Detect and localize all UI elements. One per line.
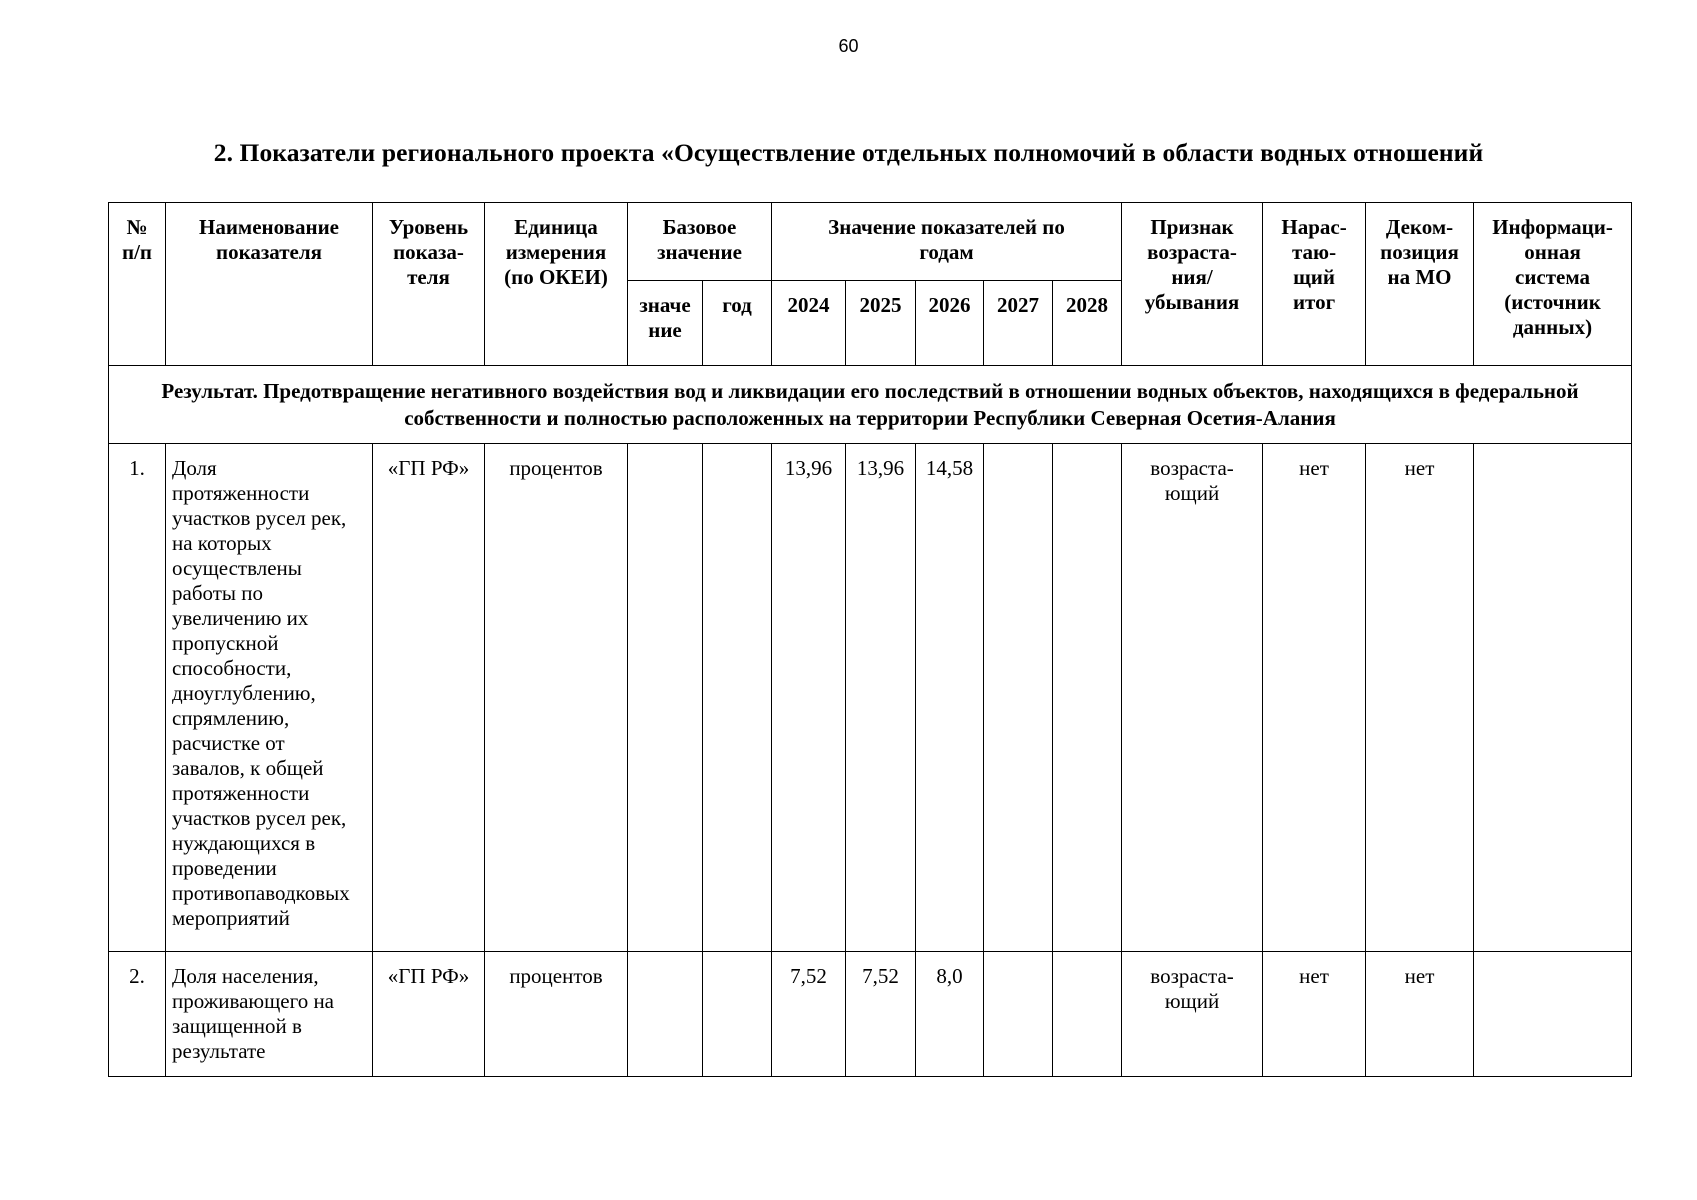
- header-base-value: Базовое значение: [628, 203, 772, 281]
- page-number: 60: [838, 36, 859, 56]
- row-value-2027: [984, 952, 1053, 1077]
- document-title: 2. Показатели регионального проекта «Осуществление отдельных полномочий в области водных отношений: [213, 138, 1484, 167]
- row-value-2025: 13,96: [846, 444, 916, 952]
- header-trend: Признак возраста- ния/ убывания: [1122, 203, 1263, 366]
- row-level: «ГП РФ»: [373, 444, 485, 952]
- row-indicator-name: Доля населения, проживающего на защищенной в результате: [166, 952, 373, 1077]
- section-title: Результат. Предотвращение негативного воздействия вод и ликвидации его последствий в отношении водных объектов, находящихся в федеральной собственности и полностью расположенных на территории Республики Северная Осетия-Алания: [109, 366, 1632, 444]
- row-trend: возраста- ющий: [1122, 444, 1263, 952]
- row-value-2027: [984, 444, 1053, 952]
- row-value-2026: 14,58: [916, 444, 984, 952]
- row-value-2024: 13,96: [772, 444, 846, 952]
- header-info-system: Информаци- онная система (источник данных): [1474, 203, 1632, 366]
- header-base-value-year: год: [703, 281, 772, 366]
- table-row: [109, 952, 1632, 1077]
- row-unit: процентов: [485, 444, 628, 952]
- row-base-value: [628, 444, 703, 952]
- row-base-year: [703, 444, 772, 952]
- row-base-year: [703, 952, 772, 1077]
- header-values-by-year: Значение показателей по годам: [772, 203, 1122, 281]
- row-num: 2.: [109, 952, 166, 1077]
- row-value-2028: [1053, 444, 1122, 952]
- row-decomposition: нет: [1366, 444, 1474, 952]
- header-unit: Единица измерения (по ОКЕИ): [485, 203, 628, 366]
- row-info-system: [1474, 952, 1632, 1077]
- row-trend: возраста- ющий: [1122, 952, 1263, 1077]
- indicators-table: [108, 202, 1632, 1077]
- row-value-2028: [1053, 952, 1122, 1077]
- header-row-1: [109, 203, 1632, 281]
- header-decomposition: Деком- позиция на МО: [1366, 203, 1474, 366]
- header-cumulative: Нарас- таю- щий итог: [1263, 203, 1366, 366]
- row-value-2024: 7,52: [772, 952, 846, 1077]
- table-row: [109, 444, 1632, 952]
- row-level: «ГП РФ»: [373, 952, 485, 1077]
- header-indicator-name: Наименование показателя: [166, 203, 373, 366]
- row-value-2025: 7,52: [846, 952, 916, 1077]
- header-year-2024: 2024: [772, 281, 846, 366]
- row-decomposition: нет: [1366, 952, 1474, 1077]
- row-cumulative: нет: [1263, 952, 1366, 1077]
- row-base-value: [628, 952, 703, 1077]
- row-cumulative: нет: [1263, 444, 1366, 952]
- row-unit: процентов: [485, 952, 628, 1077]
- row-value-2026: 8,0: [916, 952, 984, 1077]
- section-row: [109, 366, 1632, 444]
- row-num: 1.: [109, 444, 166, 952]
- header-year-2027: 2027: [984, 281, 1053, 366]
- header-indicator-level: Уровень показа- теля: [373, 203, 485, 366]
- header-year-2028: 2028: [1053, 281, 1122, 366]
- header-year-2026: 2026: [916, 281, 984, 366]
- header-year-2025: 2025: [846, 281, 916, 366]
- row-info-system: [1474, 444, 1632, 952]
- header-base-value-value: значе ние: [628, 281, 703, 366]
- header-num: № п/п: [109, 203, 166, 366]
- row-indicator-name: Доля протяженности участков русел рек, на которых осуществлены работы по увеличению их пропускной способности, дноуглублению, спрямлению, расчистке от завалов, к общей протяженности участков русел рек, нуждающихся в проведении противопаводковых мероприятий: [166, 444, 373, 952]
